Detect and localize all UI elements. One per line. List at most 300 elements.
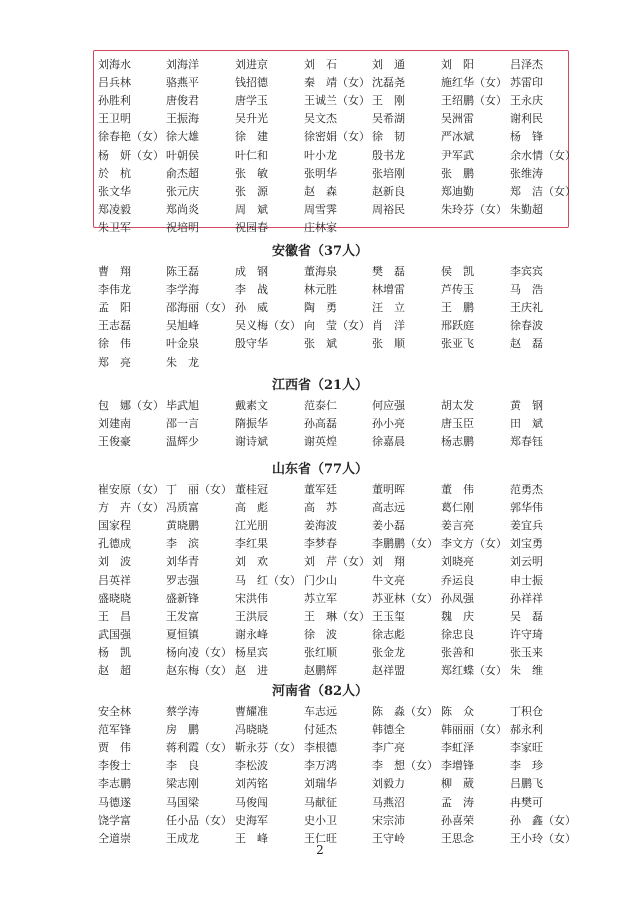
name-cell: 黄 钢: [510, 399, 543, 412]
name-cell: 孙胜利: [98, 94, 131, 108]
name-cell: 国家程: [98, 519, 131, 533]
section-heading: 江西省（21人）: [271, 378, 369, 393]
name-cell: 郑红蝶（女）: [441, 664, 507, 677]
section-heading: 河南省（82人）: [271, 684, 369, 699]
name-cell: 吴升光: [235, 112, 268, 126]
name-cell: 刘芮铭: [235, 777, 268, 791]
name-cell: 隋振华: [235, 417, 268, 431]
name-cell: 施红华（女）: [441, 76, 507, 90]
name-cell: 魏 庆: [441, 609, 474, 623]
name-cell: 向 莹（女）: [304, 319, 370, 333]
name-cell: 王永庆: [510, 94, 543, 108]
name-cell: 王庆礼: [510, 301, 543, 315]
name-cell: 罗志强: [166, 573, 199, 587]
name-cell: 俞杰超: [166, 166, 199, 180]
name-cell: 王 琳（女）: [304, 609, 370, 623]
name-cell: 车志远: [304, 705, 337, 718]
name-cell: 姜言亮: [441, 519, 474, 533]
name-cell: 张 敏: [235, 166, 268, 180]
name-cell: 朱勤超: [510, 202, 543, 216]
name-cell: 周雪霁: [304, 202, 337, 216]
name-cell: 邵海丽（女）: [166, 301, 232, 315]
name-cell: 赵 超: [98, 664, 131, 677]
name-cell: 吴文杰: [304, 112, 337, 126]
name-cell: 郭华伟: [510, 501, 543, 515]
name-cell: 王 峰: [235, 831, 268, 845]
name-row: [0, 56, 640, 74]
name-cell: 邵一言: [166, 417, 199, 431]
name-cell: 冯质富: [166, 501, 199, 515]
name-cell: 郑凌毅: [98, 202, 131, 216]
name-cell: 王俊豪: [98, 435, 131, 449]
name-cell: 王仁旺: [304, 831, 337, 845]
name-cell: 盛新锋: [166, 591, 199, 605]
name-cell: 丁 丽（女）: [166, 483, 232, 496]
name-cell: 孙 鑫（女）: [510, 813, 576, 827]
name-cell: 蔡学涛: [166, 705, 199, 718]
name-cell: 姜小磊: [372, 519, 405, 533]
name-cell: 张培刚: [372, 166, 405, 180]
name-row: [0, 739, 640, 757]
name-cell: 高 彪: [235, 501, 268, 515]
name-cell: 樊 磊: [372, 265, 405, 278]
name-cell: 谢利民: [510, 112, 543, 126]
name-cell: 王志磊: [98, 319, 131, 333]
name-cell: 苏立军: [304, 591, 337, 605]
name-cell: 刘 通: [372, 58, 405, 71]
name-cell: 马俊闯: [235, 795, 268, 809]
name-cell: 房 鹏: [166, 723, 199, 737]
name-cell: 郑 亮: [98, 355, 131, 369]
name-cell: 孙祥祥: [510, 591, 543, 605]
name-cell: 门少山: [304, 573, 337, 587]
name-row: [0, 317, 640, 335]
name-cell: 孟 阳: [98, 301, 131, 315]
name-cell: 梁志刚: [166, 777, 199, 791]
name-cell: 马献征: [304, 795, 337, 809]
name-cell: 曹耀准: [235, 705, 268, 718]
name-cell: 靳永芬（女）: [235, 741, 301, 755]
name-cell: 沈磊尧: [372, 76, 405, 90]
name-cell: 朱 维: [510, 664, 543, 677]
section-heading: 安徽省（37人）: [271, 244, 369, 259]
name-cell: 严冰斌: [441, 130, 474, 144]
name-cell: 张金龙: [372, 645, 405, 659]
name-cell: 史小卫: [304, 813, 337, 827]
name-cell: 吕兵林: [98, 76, 131, 90]
name-cell: 王玉玺: [372, 609, 405, 623]
name-cell: 王振海: [166, 112, 199, 126]
name-cell: 刘海水: [98, 58, 131, 71]
name-cell: 张文华: [98, 184, 131, 198]
name-row: [0, 128, 640, 146]
name-row: [0, 263, 640, 281]
name-cell: 徐 韧: [372, 130, 405, 144]
name-cell: 方 卉（女）: [98, 501, 164, 515]
name-cell: 谢永峰: [235, 627, 268, 641]
name-cell: 范泰仁: [304, 399, 337, 412]
name-cell: 苏亚林（女）: [372, 591, 438, 605]
name-cell: 吴 磊: [510, 609, 543, 623]
name-cell: 姜海波: [304, 519, 337, 533]
name-cell: 侯 凯: [441, 265, 474, 278]
name-cell: 李虹泽: [441, 741, 474, 755]
name-cell: 田 斌: [510, 417, 543, 431]
name-cell: 戴素文: [235, 399, 268, 412]
name-cell: 高 苏: [304, 501, 337, 515]
name-cell: 赵 进: [235, 664, 268, 677]
name-cell: 林增雷: [372, 283, 405, 297]
name-cell: 崔安原（女）: [98, 483, 164, 496]
name-row: [0, 281, 640, 299]
name-cell: 陈 众: [441, 705, 474, 718]
name-cell: 林元胜: [304, 283, 337, 297]
name-cell: 赵祥盟: [372, 664, 405, 677]
name-cell: 李万鸿: [304, 759, 337, 773]
name-row: [0, 535, 640, 553]
name-cell: 徐 波: [304, 627, 337, 641]
name-row: [0, 481, 640, 499]
section-heading: 山东省（77人）: [271, 462, 369, 477]
name-cell: 张善和: [441, 645, 474, 659]
name-cell: 宋洪伟: [235, 591, 268, 605]
name-row: [0, 757, 640, 775]
name-cell: 唐学玉: [235, 94, 268, 108]
name-cell: 陶 勇: [304, 301, 337, 315]
name-cell: 殷守华: [235, 337, 268, 351]
name-cell: 吴旭峰: [166, 319, 199, 333]
name-cell: 丁积仓: [510, 705, 543, 718]
name-row: [0, 553, 640, 571]
name-cell: 刘 翔: [372, 555, 405, 569]
name-cell: 安全林: [98, 705, 131, 718]
name-cell: 孙 威: [235, 301, 268, 315]
name-cell: 吴义梅（女）: [235, 319, 301, 333]
name-cell: 饶学富: [98, 813, 131, 827]
name-row: [0, 517, 640, 535]
name-cell: 叶仁和: [235, 148, 268, 162]
name-cell: 杨星宾: [235, 645, 268, 659]
name-cell: 盛晓晓: [98, 591, 131, 605]
name-cell: 贾 伟: [98, 741, 131, 755]
name-cell: 申士振: [510, 573, 543, 587]
name-cell: 李家旺: [510, 741, 543, 755]
name-row: [0, 572, 640, 590]
name-cell: 杨 妍（女）: [98, 148, 164, 162]
name-cell: 朱 龙: [166, 355, 199, 369]
name-cell: 叶小龙: [304, 148, 337, 162]
name-cell: 董海泉: [304, 265, 337, 278]
name-cell: 李宾宾: [510, 265, 543, 278]
name-cell: 李 想（女）: [372, 759, 438, 773]
name-cell: 刘云明: [510, 555, 543, 569]
name-cell: 刘 芹（女）: [304, 555, 370, 569]
name-cell: 孙喜荣: [441, 813, 474, 827]
name-cell: 王卫明: [98, 112, 131, 126]
name-cell: 於 杭: [98, 166, 131, 180]
name-cell: 陈 淼（女）: [372, 705, 438, 718]
name-cell: 温辉少: [166, 435, 199, 449]
name-cell: 王 鹏: [441, 301, 474, 315]
name-cell: 尹军武: [441, 148, 474, 162]
name-cell: 高志远: [372, 501, 405, 515]
name-cell: 张 源: [235, 184, 268, 198]
name-row: [0, 794, 640, 812]
name-cell: 徐春波: [510, 319, 543, 333]
name-cell: 王 刚: [372, 94, 405, 108]
name-cell: 徐忠良: [441, 627, 474, 641]
name-cell: 肖 洋: [372, 319, 405, 333]
name-cell: 谢英煌: [304, 435, 337, 449]
name-cell: 仝道崇: [98, 831, 131, 845]
name-cell: 王 昌: [98, 609, 131, 623]
name-row: [0, 644, 640, 662]
name-row: [0, 703, 640, 721]
name-cell: 刘瑞华: [304, 777, 337, 791]
name-row: [0, 433, 640, 451]
name-cell: 周裕民: [372, 202, 405, 216]
page-number: 2: [316, 843, 324, 857]
name-cell: 苏雷印: [510, 76, 543, 90]
name-cell: 张亚飞: [441, 337, 474, 351]
name-cell: 郑迪勤: [441, 184, 474, 198]
name-cell: 张 斌: [304, 337, 337, 351]
name-cell: 宋宗沛: [372, 813, 405, 827]
name-cell: 冯晓晓: [235, 723, 268, 737]
name-cell: 孙小亮: [372, 417, 405, 431]
name-cell: 李广亮: [372, 741, 405, 755]
name-cell: 徐大雄: [166, 130, 199, 144]
name-cell: 汪 立: [372, 301, 405, 315]
name-cell: 吕泽杰: [510, 58, 543, 71]
name-cell: 刘 阳: [441, 58, 474, 71]
name-row: [0, 74, 640, 92]
name-cell: 冉樊可: [510, 795, 543, 809]
name-cell: 杨志鹏: [441, 435, 474, 449]
name-row: [0, 415, 640, 433]
name-cell: 秦 靖（女）: [304, 76, 370, 90]
name-cell: 王成龙: [166, 831, 199, 845]
name-cell: 郑尚炎: [166, 202, 199, 216]
name-cell: 李伟龙: [98, 283, 131, 297]
name-cell: 叶朝侯: [166, 148, 199, 162]
name-cell: 李 战: [235, 283, 268, 297]
name-cell: 李松波: [235, 759, 268, 773]
name-cell: 唐玉臣: [441, 417, 474, 431]
name-cell: 李根德: [304, 741, 337, 755]
name-cell: 王小玲（女）: [510, 831, 576, 845]
name-cell: 郑 洁（女）: [510, 184, 576, 198]
name-cell: 刘进京: [235, 58, 268, 71]
name-row: [0, 92, 640, 110]
name-cell: 刘华青: [166, 555, 199, 569]
name-row: [0, 335, 640, 353]
name-cell: 马燕沼: [372, 795, 405, 809]
name-cell: 董 伟: [441, 483, 474, 496]
name-cell: 赵鹏辉: [304, 664, 337, 677]
name-row: [0, 608, 640, 626]
name-cell: 乔运良: [441, 573, 474, 587]
name-row: [0, 499, 640, 517]
name-cell: 刘毅力: [372, 777, 405, 791]
name-cell: 郑春钰: [510, 435, 543, 449]
name-row: [0, 662, 640, 680]
name-cell: 朱卫军: [98, 220, 131, 234]
name-cell: 骆燕平: [166, 76, 199, 90]
name-cell: 孙凤强: [441, 591, 474, 605]
name-cell: 姜宜兵: [510, 519, 543, 533]
name-row: [0, 812, 640, 830]
name-cell: 朱玲芬（女）: [441, 202, 507, 216]
name-cell: 吴洲雷: [441, 112, 474, 126]
name-cell: 唐俊君: [166, 94, 199, 108]
name-cell: 刘建南: [98, 417, 131, 431]
name-cell: 张 鹏: [441, 166, 474, 180]
name-cell: 张玉来: [510, 645, 543, 659]
name-cell: 张 顺: [372, 337, 405, 351]
name-cell: 谢诗斌: [235, 435, 268, 449]
name-cell: 马 浩: [510, 283, 543, 297]
name-cell: 成 钢: [235, 265, 268, 278]
name-cell: 赵东梅（女）: [166, 664, 232, 677]
name-cell: 刘晓亮: [441, 555, 474, 569]
name-cell: 张维涛: [510, 166, 543, 180]
name-cell: 何应强: [372, 399, 405, 412]
name-cell: 张红顺: [304, 645, 337, 659]
name-cell: 陈王磊: [166, 265, 199, 278]
name-cell: 徐春艳（女）: [98, 130, 164, 144]
name-row: [0, 775, 640, 793]
name-cell: 武国强: [98, 627, 131, 641]
name-cell: 钱招德: [235, 76, 268, 90]
name-row: [0, 590, 640, 608]
name-cell: 毕武旭: [166, 399, 199, 412]
name-cell: 夏恒镇: [166, 627, 199, 641]
name-cell: 吕英祥: [98, 573, 131, 587]
name-cell: 蒋利霞（女）: [166, 741, 232, 755]
name-cell: 李鹏鹏（女）: [372, 537, 438, 551]
name-cell: 李 良: [166, 759, 199, 773]
name-cell: 李 滨: [166, 537, 199, 551]
name-cell: 董明晖: [372, 483, 405, 496]
name-cell: 杨向凌（女）: [166, 645, 232, 659]
name-cell: 许守琦: [510, 627, 543, 641]
name-cell: 赵新良: [372, 184, 405, 198]
name-cell: 刘 波: [98, 555, 131, 569]
name-cell: 王诚兰（女）: [304, 94, 370, 108]
name-cell: 刘宝勇: [510, 537, 543, 551]
name-cell: 柳 葳: [441, 777, 474, 791]
name-cell: 邢跃庭: [441, 319, 474, 333]
name-cell: 徐 伟: [98, 337, 131, 351]
name-cell: 芦传玉: [441, 283, 474, 297]
name-cell: 李学海: [166, 283, 199, 297]
name-cell: 赵 磊: [510, 337, 543, 351]
name-cell: 徐密娟（女）: [304, 130, 370, 144]
name-cell: 韩德全: [372, 723, 405, 737]
name-cell: 黄晓鹏: [166, 519, 199, 533]
name-cell: 徐嘉晨: [372, 435, 405, 449]
name-cell: 殷书龙: [372, 148, 405, 162]
name-row: [0, 201, 640, 219]
name-cell: 刘 欢: [235, 555, 268, 569]
name-cell: 李 珍: [510, 759, 543, 773]
name-cell: 任小品（女）: [166, 813, 232, 827]
name-cell: 赵 森: [304, 184, 337, 198]
name-cell: 李红果: [235, 537, 268, 551]
name-cell: 李增锋: [441, 759, 474, 773]
name-row: [0, 110, 640, 128]
name-cell: 葛仁刚: [441, 501, 474, 515]
name-cell: 马国梁: [166, 795, 199, 809]
name-cell: 孔德成: [98, 537, 131, 551]
name-cell: 祝园春: [235, 220, 268, 234]
name-cell: 付延杰: [304, 723, 337, 737]
name-row: [0, 299, 640, 317]
name-cell: 李俊士: [98, 759, 131, 773]
name-cell: 叶金泉: [166, 337, 199, 351]
name-row: [0, 219, 640, 237]
name-cell: 王绍鹏（女）: [441, 94, 507, 108]
name-cell: 孙高磊: [304, 417, 337, 431]
name-cell: 王思念: [441, 831, 474, 845]
name-row: [0, 147, 640, 165]
name-cell: 王守岭: [372, 831, 405, 845]
name-row: [0, 626, 640, 644]
name-cell: 董桂冠: [235, 483, 268, 496]
name-cell: 孟 涛: [441, 795, 474, 809]
name-row: [0, 721, 640, 739]
name-cell: 吕鹏飞: [510, 777, 543, 791]
name-cell: 江光朋: [235, 519, 268, 533]
name-cell: 吴希湖: [372, 112, 405, 126]
name-cell: 范勇杰: [510, 483, 543, 496]
name-cell: 徐志彪: [372, 627, 405, 641]
name-cell: 杨 凯: [98, 645, 131, 659]
name-cell: 王洪辰: [235, 609, 268, 623]
name-cell: 李梦春: [304, 537, 337, 551]
name-cell: 包 娜（女）: [98, 399, 164, 412]
name-cell: 庄林家: [304, 220, 337, 234]
name-cell: 刘 石: [304, 58, 337, 71]
name-cell: 张元庆: [166, 184, 199, 198]
name-cell: 祝培明: [166, 220, 199, 234]
name-cell: 胡太发: [441, 399, 474, 412]
name-cell: 牛文亮: [372, 573, 405, 587]
name-cell: 刘海洋: [166, 58, 199, 71]
name-cell: 王发富: [166, 609, 199, 623]
name-cell: 史海军: [235, 813, 268, 827]
name-cell: 杨 锋: [510, 130, 543, 144]
name-cell: 郝永利: [510, 723, 543, 737]
name-cell: 徐 建: [235, 130, 268, 144]
name-cell: 马德遂: [98, 795, 131, 809]
name-row: [0, 354, 640, 372]
name-cell: 李文方（女）: [441, 537, 507, 551]
name-row: [0, 183, 640, 201]
name-cell: 韩丽丽（女）: [441, 723, 507, 737]
name-row: [0, 397, 640, 415]
name-cell: 曹 翔: [98, 265, 131, 278]
name-cell: 马 红（女）: [235, 573, 301, 587]
name-cell: 李志鹏: [98, 777, 131, 791]
name-row: [0, 165, 640, 183]
name-cell: 张明华: [304, 166, 337, 180]
name-cell: 周 斌: [235, 202, 268, 216]
name-cell: 董军廷: [304, 483, 337, 496]
name-cell: 范军锋: [98, 723, 131, 737]
name-cell: 余水情（女）: [510, 148, 576, 162]
